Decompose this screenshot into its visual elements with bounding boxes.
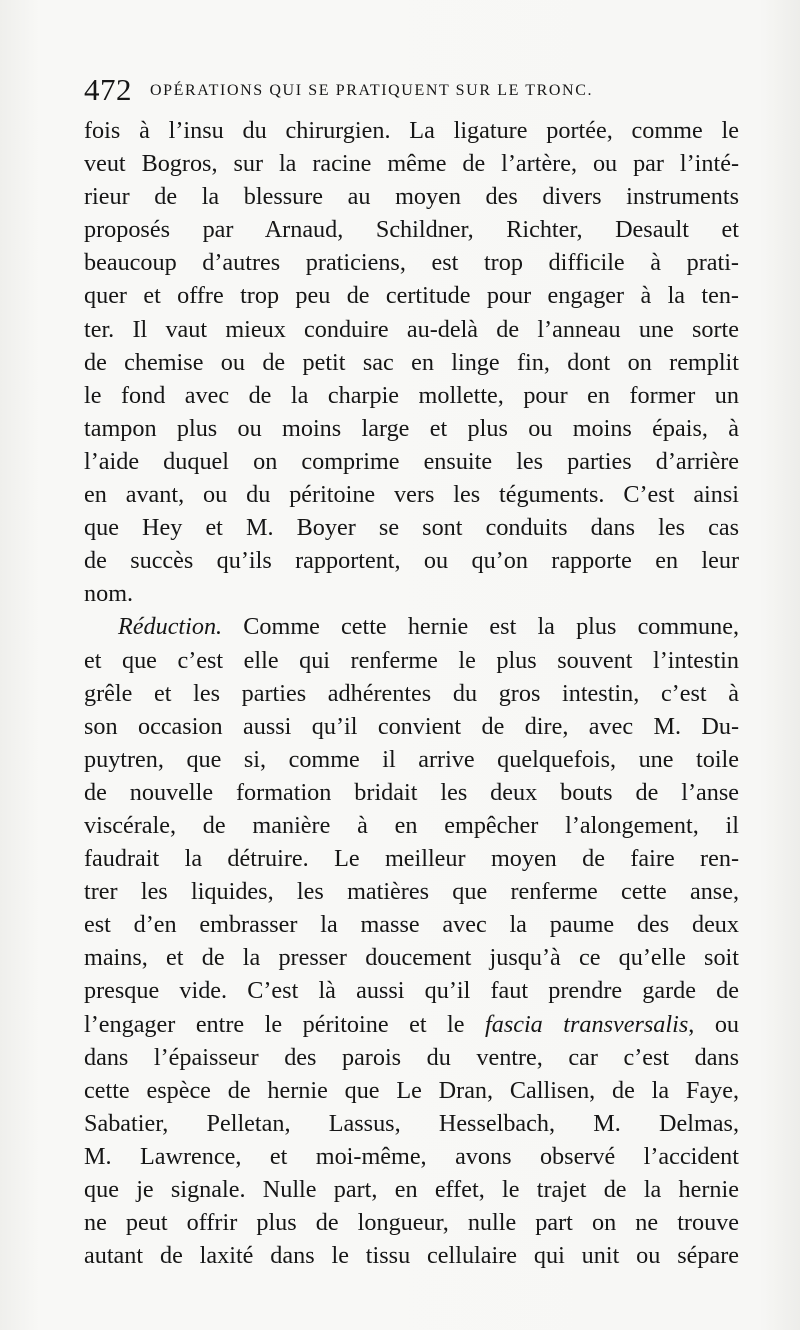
text-line: que Hey et M. Boyer se sont conduits dans les cas [84, 514, 739, 542]
text-line: quer et offre trop peu de certitude pour engager à la ten- [84, 282, 739, 310]
fascia-line-before: l’engager entre le péritoine et le [84, 1010, 485, 1038]
text-line: nom. [84, 580, 134, 608]
running-title: OPÉRATIONS QUI SE PRATIQUENT SUR LE TRONC. [150, 82, 594, 99]
text-line: est d’en embrasser la masse avec la paume des deux [84, 911, 739, 939]
text-line: son occasion aussi qu’il convient de dire, avec M. Du- [84, 712, 739, 740]
body-text [84, 114, 739, 1272]
text-line: autant de laxité dans le tissu cellulaire qui unit ou sépare [84, 1242, 739, 1270]
text-line: veut Bogros, sur la racine même de l’artère, ou par l’inté- [84, 150, 739, 178]
reduction-line [84, 610, 739, 643]
fascia-term: fascia transversalis [485, 1010, 689, 1038]
text-line: proposés par Arnaud, Schildner, Richter, Desault et [84, 216, 739, 244]
text-line: M. Lawrence, et moi-même, avons observé l’accident [84, 1142, 739, 1170]
text-line: de chemise ou de petit sac en linge fin, dont on remplit [84, 348, 739, 376]
text-line: faudrait la détruire. Le meilleur moyen de faire ren- [84, 845, 739, 873]
reduction-line-rest: Comme cette hernie est la plus commune, [222, 613, 739, 641]
text-line: que je signale. Nulle part, en effet, le trajet de la hernie [84, 1176, 739, 1203]
text-line: l’aide duquel on comprime ensuite les parties d’arrière [84, 447, 739, 475]
reduction-label: Réduction. [118, 613, 223, 641]
text-line: ter. Il vaut mieux conduire au-delà de l’anneau une sorte [84, 315, 739, 343]
text-line: puytren, que si, comme il arrive quelquefois, une toile [84, 745, 739, 773]
fascia-line-after: , ou [688, 1010, 739, 1038]
text-line: de succès qu’ils rapportent, ou qu’on rapporte en leur [84, 547, 739, 575]
text-line: de nouvelle formation bridait les deux bouts de l’anse [84, 778, 739, 806]
text-line: ne peut offrir plus de longueur, nulle part on ne trouve [84, 1209, 739, 1237]
text-line: fois à l’insu du chirurgien. La ligature portée, comme le [84, 117, 739, 144]
text-line: mains, et de la presser doucement jusqu’à ce qu’elle soit [84, 944, 739, 972]
text-line: rieur de la blessure au moyen des divers instruments [84, 183, 739, 211]
text-line: dans l’épaisseur des parois du ventre, car c’est dans [84, 1043, 739, 1071]
text-line: le fond avec de la charpie mollette, pour en former un [84, 381, 739, 409]
text-line: beaucoup d’autres praticiens, est trop difficile à prati- [84, 249, 739, 277]
text-line: Sabatier, Pelletan, Lassus, Hesselbach, M. Delmas, [84, 1109, 739, 1137]
text-line: grêle et les parties adhérentes du gros intestin, c’est à [84, 679, 739, 707]
text-line: et que c’est elle qui renferme le plus souvent l’intestin [84, 646, 739, 674]
text-line: tampon plus ou moins large et plus ou moins épais, à [84, 414, 739, 442]
text-line: en avant, ou du péritoine vers les téguments. C’est ainsi [84, 481, 739, 509]
page-number: 472 [84, 72, 132, 107]
running-head [84, 72, 739, 108]
fascia-line [84, 1008, 739, 1041]
text-line: presque vide. C’est là aussi qu’il faut prendre garde de [84, 977, 739, 1005]
text-line: cette espèce de hernie que Le Dran, Callisen, de la Faye, [84, 1076, 739, 1104]
text-line: trer les liquides, les matières que renferme cette anse, [84, 878, 739, 906]
text-line: viscérale, de manière à en empêcher l’alongement, il [84, 811, 739, 839]
